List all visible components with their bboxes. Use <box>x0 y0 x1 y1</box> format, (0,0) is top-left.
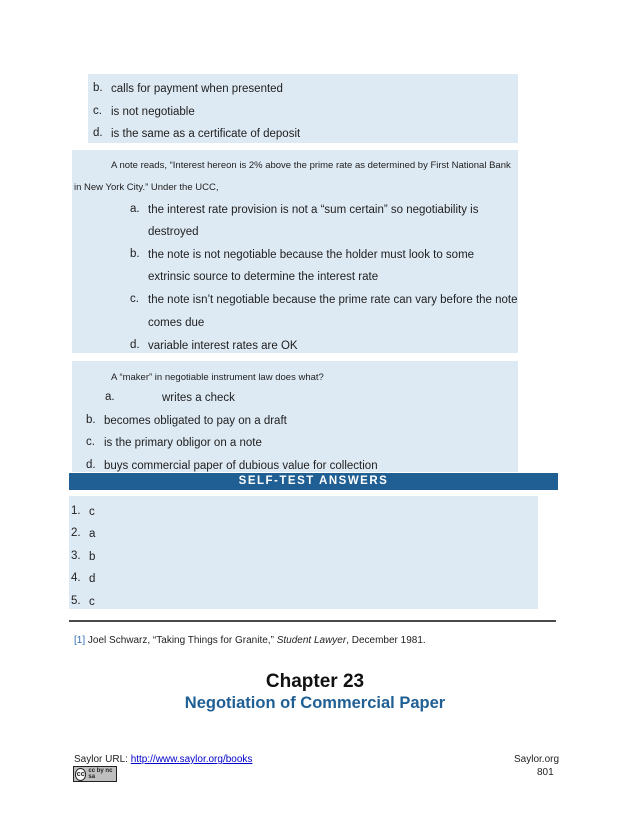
option-text: writes a check <box>162 392 235 404</box>
option-text: extrinsic source to determine the interest rate <box>148 271 379 283</box>
option-text: is the primary obligor on a note <box>104 437 262 449</box>
footnote-divider <box>69 620 556 622</box>
option-text: the interest rate provision is not a “sum certain” so negotiability is <box>148 204 479 216</box>
footnote-author: Joel Schwarz, “Taking Things for Granite,” <box>87 635 274 646</box>
answer-number: 4. <box>71 572 81 584</box>
answer-number: 1. <box>71 505 81 517</box>
self-test-answers-heading: SELF-TEST ANSWERS <box>69 473 558 490</box>
option-letter: c. <box>86 436 95 448</box>
answer-number: 5. <box>71 595 81 607</box>
option-text: is not negotiable <box>111 106 195 118</box>
saylor-books-link[interactable]: http://www.saylor.org/books <box>130 754 253 765</box>
answer-number: 2. <box>71 527 81 539</box>
footnote-ref-link[interactable]: [1] <box>74 635 86 646</box>
option-text: becomes obligated to pay on a draft <box>104 415 287 427</box>
option-letter: d. <box>130 339 140 351</box>
question-stem: A note reads, “Interest hereon is 2% above the prime rate as determined by First National Bank <box>111 160 511 171</box>
option-text: variable interest rates are OK <box>148 340 298 352</box>
option-letter: c. <box>93 105 102 117</box>
option-letter: b. <box>93 82 103 94</box>
answer-value: d <box>89 573 96 585</box>
footnote-publication: Student Lawyer <box>276 635 347 646</box>
footnote-date: , December 1981. <box>346 635 426 646</box>
answers-box <box>69 496 538 609</box>
option-text: calls for payment when presented <box>111 83 283 95</box>
page-number: 801 <box>537 767 554 778</box>
option-letter: d. <box>86 459 96 471</box>
footer-site: Saylor.org <box>514 754 560 765</box>
footnote <box>74 635 426 646</box>
option-letter: b. <box>130 248 140 260</box>
option-letter: c. <box>130 293 139 305</box>
chapter-title: Negotiation of Commercial Paper <box>184 694 446 712</box>
chapter-number: Chapter 23 <box>265 671 365 692</box>
answer-value: b <box>89 551 96 563</box>
answer-number: 3. <box>71 550 81 562</box>
footer-url-label: Saylor URL: <box>74 754 128 765</box>
option-text: is the same as a certificate of deposit <box>111 128 301 140</box>
option-text: buys commercial paper of dubious value for collection <box>104 460 378 472</box>
creative-commons-badge-icon: cc cc by nc sa <box>73 766 117 782</box>
answer-value: c <box>89 596 95 608</box>
answer-value: a <box>89 528 96 540</box>
option-letter: a. <box>130 203 140 215</box>
option-text: the note isn’t negotiable because the prime rate can vary before the note <box>148 294 518 306</box>
option-text: comes due <box>148 317 205 329</box>
question-stem: A “maker” in negotiable instrument law does what? <box>111 372 324 383</box>
answer-value: c <box>89 506 95 518</box>
footer-url <box>74 754 252 765</box>
question-stem: in New York City.” Under the UCC, <box>74 182 219 193</box>
option-text: the note is not negotiable because the holder must look to some <box>148 249 475 261</box>
option-letter: d. <box>93 127 103 139</box>
option-text: destroyed <box>148 226 199 238</box>
option-letter: b. <box>86 414 96 426</box>
option-letter: a. <box>105 391 115 403</box>
license-badge-text: cc by nc sa <box>88 768 113 780</box>
